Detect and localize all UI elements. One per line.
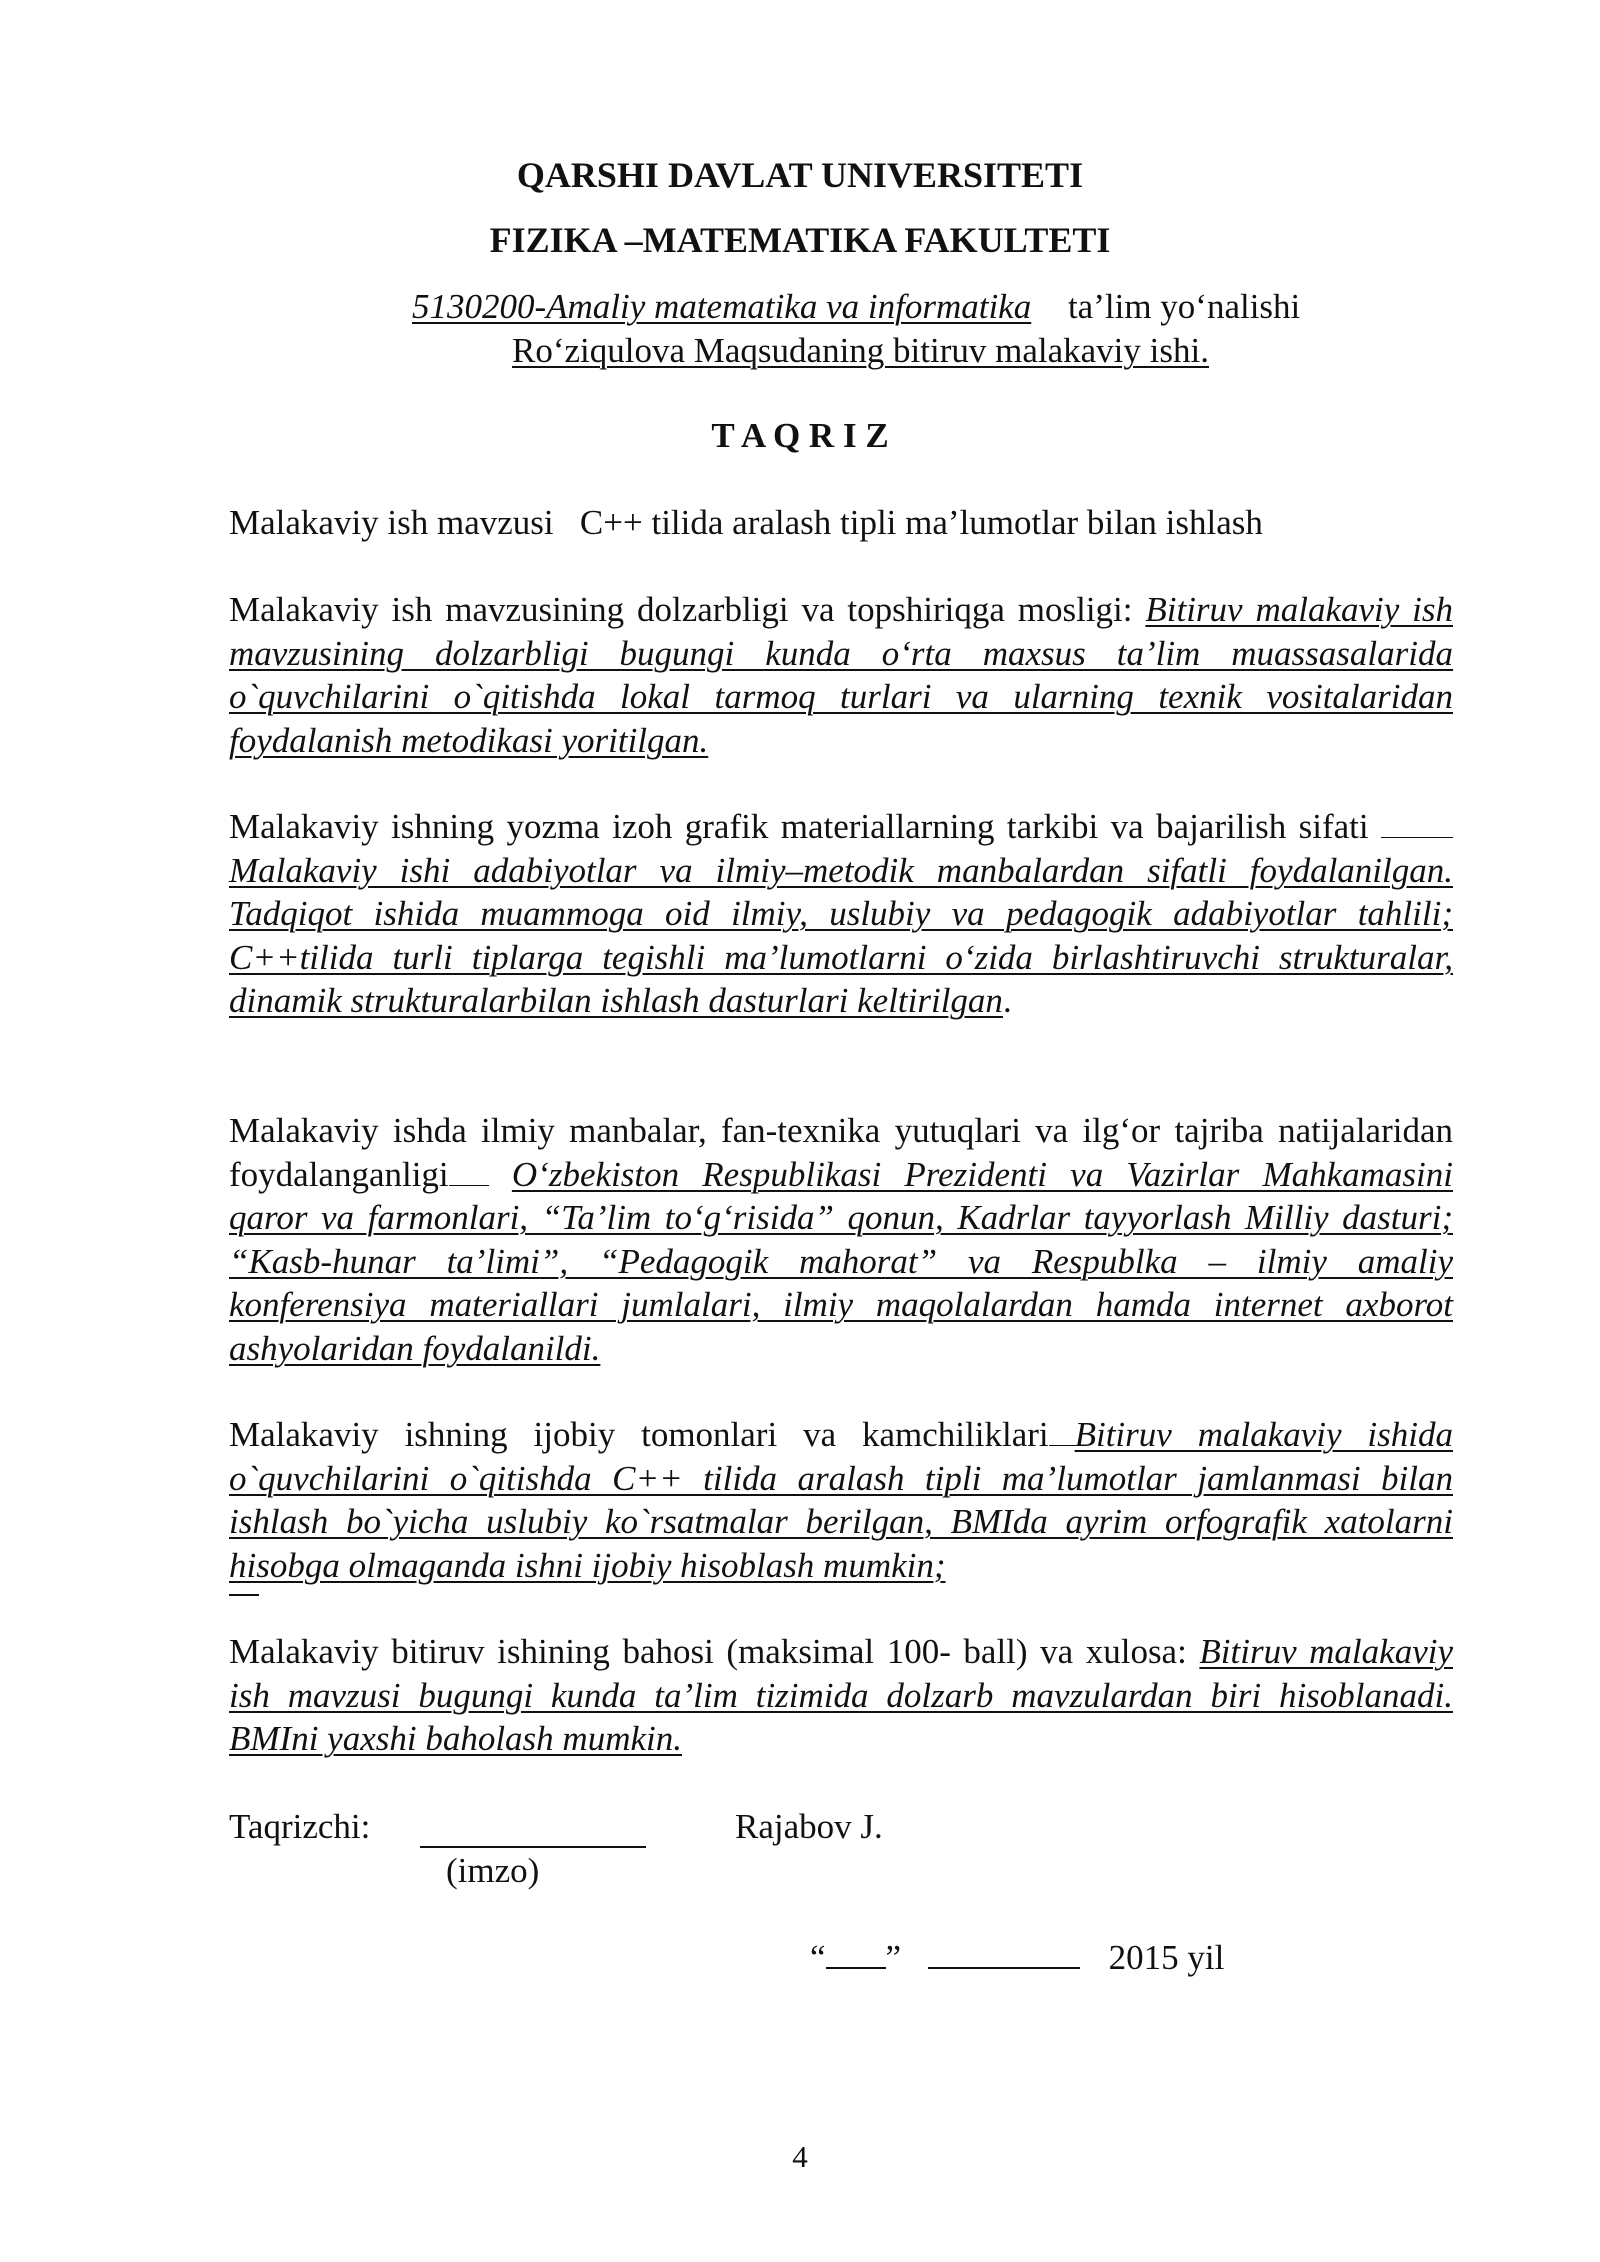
materials-tail: .	[1002, 981, 1012, 1020]
program-line	[412, 285, 1300, 329]
grade-value: Bitiruv malakaviy ish mavzusi bugungi kunda ta’lim tizimida dolzarb mavzulardan biri hisoblanadi. BMIni yaxshi baholash mumkin.	[229, 1632, 1453, 1758]
document-title: T A Q R I Z	[711, 416, 889, 455]
program-gap	[1031, 285, 1059, 329]
program-suffix: ta’lim yo‘nalishi	[1067, 287, 1301, 326]
date-open-quote: “	[810, 1938, 826, 1977]
separator-dash	[229, 1592, 259, 1596]
pros-cons-paragraph	[229, 1413, 1453, 1587]
pros-cons-gap-line	[1049, 1413, 1075, 1446]
topic-row	[229, 501, 1263, 545]
sources-gap-line	[449, 1153, 489, 1186]
pros-cons-value: Bitiruv malakaviy ishida o`quvchilarini o`qitishda C++ tilida aralash tipli ma’lumotlar jamlanmasi bilan ishlash bo`yicha uslubiy ko`rsatmalar berilgan, BMIda ayrim orfografik xatolarni hisobga olmaganda ishni ijobiy hisoblash mumkin;	[229, 1415, 1453, 1585]
date-year: 2015 yil	[1108, 1938, 1225, 1977]
materials-paragraph	[229, 805, 1453, 1023]
relevance-value: Bitiruv malakaviy ish mavzusining dolzarbligi bugungi kunda o‘rta maxsus ta’lim muassasalarida o`quvchilarini o`qitishda lokal tarmoq turlari va ularning texnik vositalaridan foydalanish metodikasi yoritilgan.	[229, 590, 1453, 760]
grade-label: Malakaviy bitiruv ishining bahosi (maksimal 100- ball) va xulosa:	[229, 1632, 1187, 1671]
page-number: 4	[792, 2139, 808, 2174]
relevance-label: Malakaviy ish mavzusining dolzarbligi va topshiriqga mosligi:	[229, 590, 1133, 629]
sources-label: Malakaviy ishda ilmiy manbalar, fan-texnika yutuqlari va ilg‘or tajriba natijalaridan foydalanganligi	[229, 1111, 1453, 1194]
date-month-line	[928, 1937, 1080, 1969]
sources-paragraph	[229, 1109, 1453, 1370]
materials-indent-line	[1381, 805, 1453, 838]
reviewer-name: Rajabov J.	[735, 1807, 883, 1846]
university-name: QARSHI DAVLAT UNIVERSITETI	[516, 155, 1084, 195]
pros-cons-label: Malakaviy ishning ijobiy tomonlari va kamchiliklari	[229, 1415, 1049, 1454]
relevance-paragraph	[229, 588, 1453, 762]
date-close-quote: ”	[885, 1938, 902, 1977]
topic-label: Malakaviy ish mavzusi	[229, 503, 554, 542]
student-line: Ro‘ziqulova Maqsudaning bitiruv malakaviy ishi.	[512, 331, 1209, 370]
signature-caption: (imzo)	[446, 1851, 540, 1890]
date-row	[810, 1936, 1224, 1980]
topic-value: C++ tilida aralash tipli ma’lumotlar bilan ishlash	[579, 503, 1263, 542]
reviewer-label: Taqrizchi:	[229, 1807, 371, 1846]
date-day-line	[826, 1937, 886, 1969]
materials-label: Malakaviy ishning yozma izoh grafik materiallarning tarkibi va bajarilish sifati	[229, 807, 1369, 846]
sources-value: O‘zbekiston Respublikasi Prezidenti va Vazirlar Mahkamasini qaror va farmonlari, “Ta’lim to‘g‘risida” qonun, Kadrlar tayyorlash Milliy dasturi; “Kasb-hunar ta’limi”, “Pedagogik mahorat” va Respublka – ilmiy amaliy konferensiya materiallari jumlalari, ilmiy maqolalardan hamda internet axborot ashyolaridan foydalanildi.	[229, 1154, 1454, 1368]
materials-value: Malakaviy ishi adabiyotlar va ilmiy–metodik manbalardan sifatli foydalanilgan. Tadqiqot ishida muammoga oid ilmiy, uslubiy va pedagogik adabiyotlar tahlili; C++tilida turli tiplarga tegishli ma’lumotlarni o‘zida birlashtiruvchi strukturalar, dinamik strukturalarbilan ishlash dasturlari keltirilgan	[229, 850, 1453, 1020]
grade-paragraph	[229, 1630, 1453, 1761]
faculty-name: FIZIKA –MATEMATIKA FAKULTETI	[489, 220, 1111, 260]
program-code: 5130200-Amaliy matematika va informatika	[412, 287, 1032, 326]
